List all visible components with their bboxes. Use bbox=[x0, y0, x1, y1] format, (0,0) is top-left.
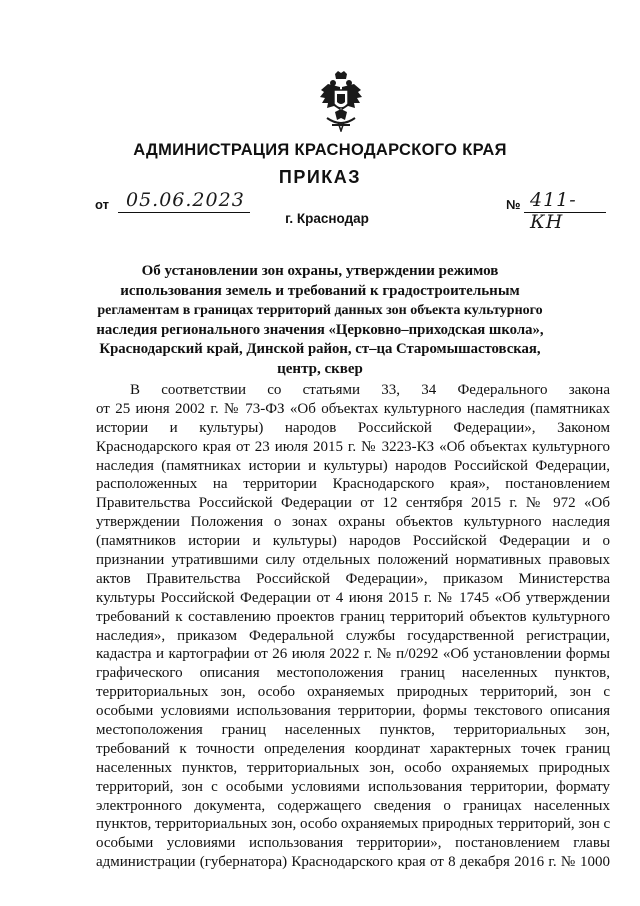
number-label: № bbox=[506, 197, 521, 212]
body-line: расположенных на территории Краснодарского края», постановлением bbox=[96, 476, 610, 493]
body-line: истории и культуры) народов Российской Федерации», Законом bbox=[96, 419, 610, 436]
body-line: электронного документа, содержащего сведения о границах населенных bbox=[96, 797, 610, 814]
body-line: наследия (памятниках истории и культуры) народов Российской Федерации, bbox=[96, 457, 610, 474]
body-line: графического описания местоположения границ населенных пунктов, bbox=[96, 665, 610, 682]
city: г. Краснодар bbox=[285, 211, 369, 226]
body-line: территориальных зон, особо охраняемых природных территорий, зон с bbox=[96, 684, 610, 701]
number-value: 411-КН bbox=[530, 189, 577, 233]
body-line: кадастра и картографии от 26 июля 2022 г. № п/0292 «Об установлении формы bbox=[96, 646, 610, 663]
body-line: от 25 июня 2002 г. № 73-ФЗ «Об объектах культурного наследия (памятниках bbox=[96, 400, 610, 417]
document-type: ПРИКАЗ bbox=[278, 167, 362, 187]
body-line: местоположения границ населенных пунктов, территориальных зон, bbox=[96, 722, 610, 739]
organization-name: АДМИНИСТРАЦИЯ КРАСНОДАРСКОГО КРАЯ bbox=[133, 141, 507, 159]
body-line: культуры Российской Федерации от 4 июня 2015 г. № 1745 «Об утверждении bbox=[96, 589, 610, 606]
document-title bbox=[96, 262, 544, 379]
body-line: требований к составлению проектов границ территорий объектов культурного bbox=[96, 608, 610, 625]
date-field bbox=[118, 190, 250, 213]
body-line: Правительства Российской Федерации от 12 сентября 2015 г. № 972 «Об bbox=[96, 495, 610, 512]
body-line: (памятников истории и культуры) народов Российской Федерации и о bbox=[96, 533, 610, 550]
title-line: Краснодарский край, Динской район, ст–ца Старомышастовская, bbox=[99, 341, 541, 357]
body-line: утверждении Положения о зонах охраны объектов культурного наследия bbox=[96, 514, 610, 531]
body-line: администрации (губернатора) Краснодарского края от 8 декабря 2016 г. № 1000 bbox=[96, 854, 610, 871]
body-line: признании утратившими силу отдельных положений нормативных правовых bbox=[96, 552, 610, 569]
body-line: населенных пунктов, территориальных зон, особо охраняемых природных bbox=[96, 759, 610, 776]
title-line: Об установлении зон охраны, утверждении режимов bbox=[141, 263, 499, 279]
body-line: территорий, зон с особыми условиями использования территории, формату bbox=[96, 778, 610, 795]
title-line: центр, сквер bbox=[277, 360, 363, 377]
title-line: регламентам в границах территорий данных зон объекта культурного bbox=[97, 303, 543, 318]
body-line: особыми условиями использования территории, формы текстового описания bbox=[96, 703, 610, 720]
body-line: актов Правительства Российской Федерации», приказом Министерства bbox=[96, 570, 610, 587]
body-line: В соответствии со статьями 33, 34 Федерального закона bbox=[130, 382, 610, 398]
date-label: от bbox=[95, 197, 109, 212]
document-body bbox=[96, 381, 610, 872]
body-line: Краснодарского края от 23 июля 2015 г. № 3223-КЗ «Об объектах культурного bbox=[96, 438, 610, 455]
body-line: особыми условиями использования территории», постановлением главы bbox=[96, 835, 610, 852]
body-line: пунктов, территориальных зон, особо охраняемых природных территорий, зон с bbox=[96, 816, 611, 833]
coat-of-arms-icon bbox=[318, 70, 364, 132]
date-value: 05.06.2023 bbox=[126, 189, 245, 211]
number-field bbox=[524, 189, 606, 233]
title-line: наследия регионального значения «Церковно–приходская школа», bbox=[96, 321, 544, 338]
body-line: наследия», приказом Федеральной службы государственной регистрации, bbox=[96, 627, 610, 644]
title-line: использования земель и требований к градостроительным bbox=[120, 282, 520, 299]
body-line: требований к точности определения координат характерных точек границ bbox=[96, 740, 610, 757]
